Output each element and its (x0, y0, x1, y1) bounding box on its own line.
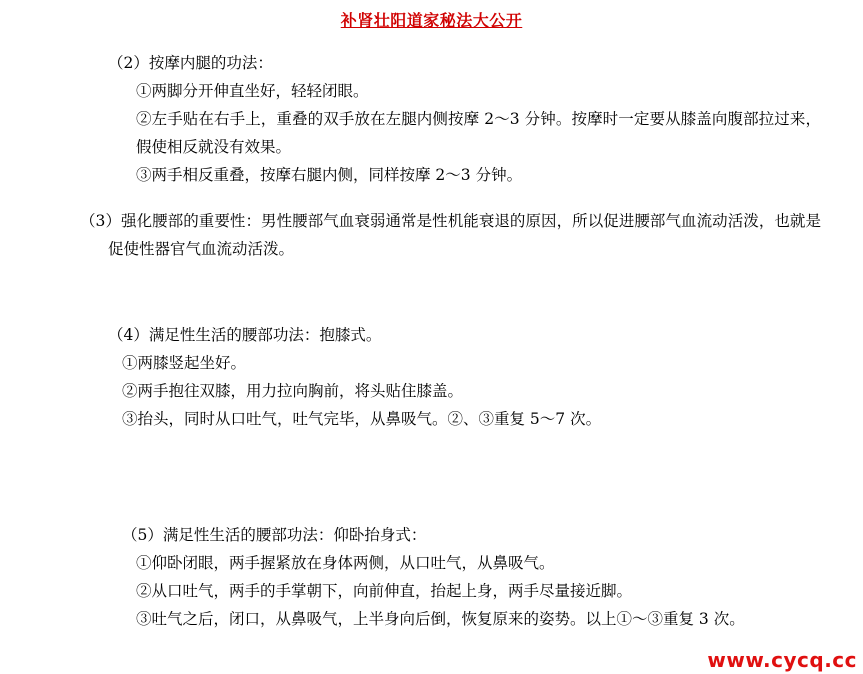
spacer (0, 189, 863, 207)
spacer (0, 433, 863, 491)
section-2-item-2-wrap (40, 105, 821, 161)
section-5-item-3: ③吐气之后，闭口，从鼻吸气，上半身向后倒，恢复原来的姿势。以上①～③重复 3 次。 (136, 610, 745, 628)
watermark: www.cycq.cc (707, 648, 857, 672)
section-2-heading: （2）按摩内腿的功法： (108, 54, 273, 72)
section-2-item-1: ①两脚分开伸直坐好，轻轻闭眼。 (136, 82, 369, 100)
page-title: 补肾壮阳道家秘法大公开 (340, 11, 523, 30)
section-3-heading: （3）强化腰部的重要性：男性腰部气血衰弱通常是性机能衰退的原因，所以促进腰部气血流动活泼，也就是促使性器官气血流动活泼。 (80, 212, 821, 258)
section-4 (0, 321, 863, 433)
section-4-item-1: ①两膝竖起坐好。 (122, 354, 247, 372)
section-2-item-2: ②左手贴在右手上，重叠的双手放在左腿内侧按摩 2～3 分钟。按摩时一定要从膝盖向腹部拉过来，假使相反就没有效果。 (136, 110, 821, 156)
section-5-item-2: ②从口吐气，两手的手掌朝下，向前伸直，抬起上身，两手尽量接近脚。 (136, 582, 633, 600)
section-2-item-3: ③两手相反重叠，按摩右腿内侧，同样按摩 2～3 分钟。 (136, 166, 523, 184)
spacer (0, 491, 863, 521)
section-5-heading: （5）满足性生活的腰部功法：仰卧抬身式： (122, 526, 427, 544)
section-5 (0, 521, 863, 633)
spacer (0, 263, 863, 321)
spacer (0, 31, 863, 49)
document-page (0, 8, 863, 674)
section-2 (0, 49, 863, 189)
section-3 (0, 207, 863, 263)
section-4-heading: （4）满足性生活的腰部功法：抱膝式。 (108, 326, 382, 344)
section-4-item-2: ②两手抱往双膝，用力拉向胸前，将头贴住膝盖。 (122, 382, 464, 400)
section-5-item-1: ①仰卧闭眼，两手握紧放在身体两侧，从口吐气，从鼻吸气。 (136, 554, 555, 572)
section-4-item-3: ③抬头，同时从口吐气，吐气完毕，从鼻吸气。②、③重复 5～7 次。 (122, 410, 602, 428)
